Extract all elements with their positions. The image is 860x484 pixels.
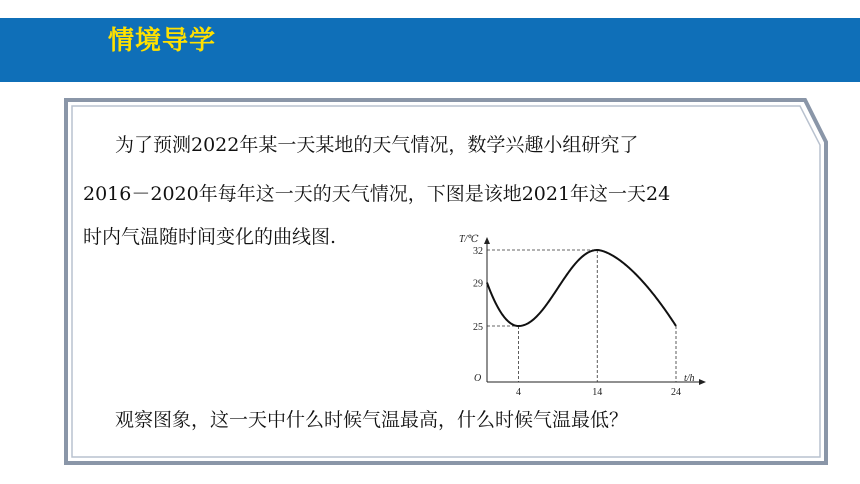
- guide-lines: [487, 250, 676, 382]
- x-tick-label-14: 14: [592, 387, 603, 398]
- tick-labels: [473, 246, 681, 398]
- intro-line-1: 为了预测2022年某一天某地的天气情况，数学兴趣小组研究了: [115, 134, 639, 156]
- y-axis-arrow: [484, 237, 490, 244]
- question-text: 观察图象，这一天中什么时候气温最高，什么时候气温最低？: [115, 409, 629, 431]
- x-axis-arrow: [699, 379, 706, 385]
- x-axis-label: t/h: [684, 373, 695, 384]
- y-tick-label-29: 29: [473, 278, 483, 290]
- intro-line-2: 2016－2020年每年这一天的天气情况，下图是该地2021年这一天24: [83, 183, 671, 205]
- origin-label: O: [474, 373, 482, 384]
- x-tick-label-4: 4: [516, 387, 521, 398]
- page-title: 情境导学: [108, 26, 217, 56]
- y-tick-label-25: 25: [473, 322, 483, 333]
- intro-line-3: 时内气温随时间变化的曲线图.: [83, 226, 337, 248]
- x-tick-label-24: 24: [671, 387, 681, 398]
- y-tick-label-32: 32: [473, 246, 483, 257]
- temperature-curve: [487, 250, 676, 326]
- y-axis-label: T/℃: [459, 234, 479, 245]
